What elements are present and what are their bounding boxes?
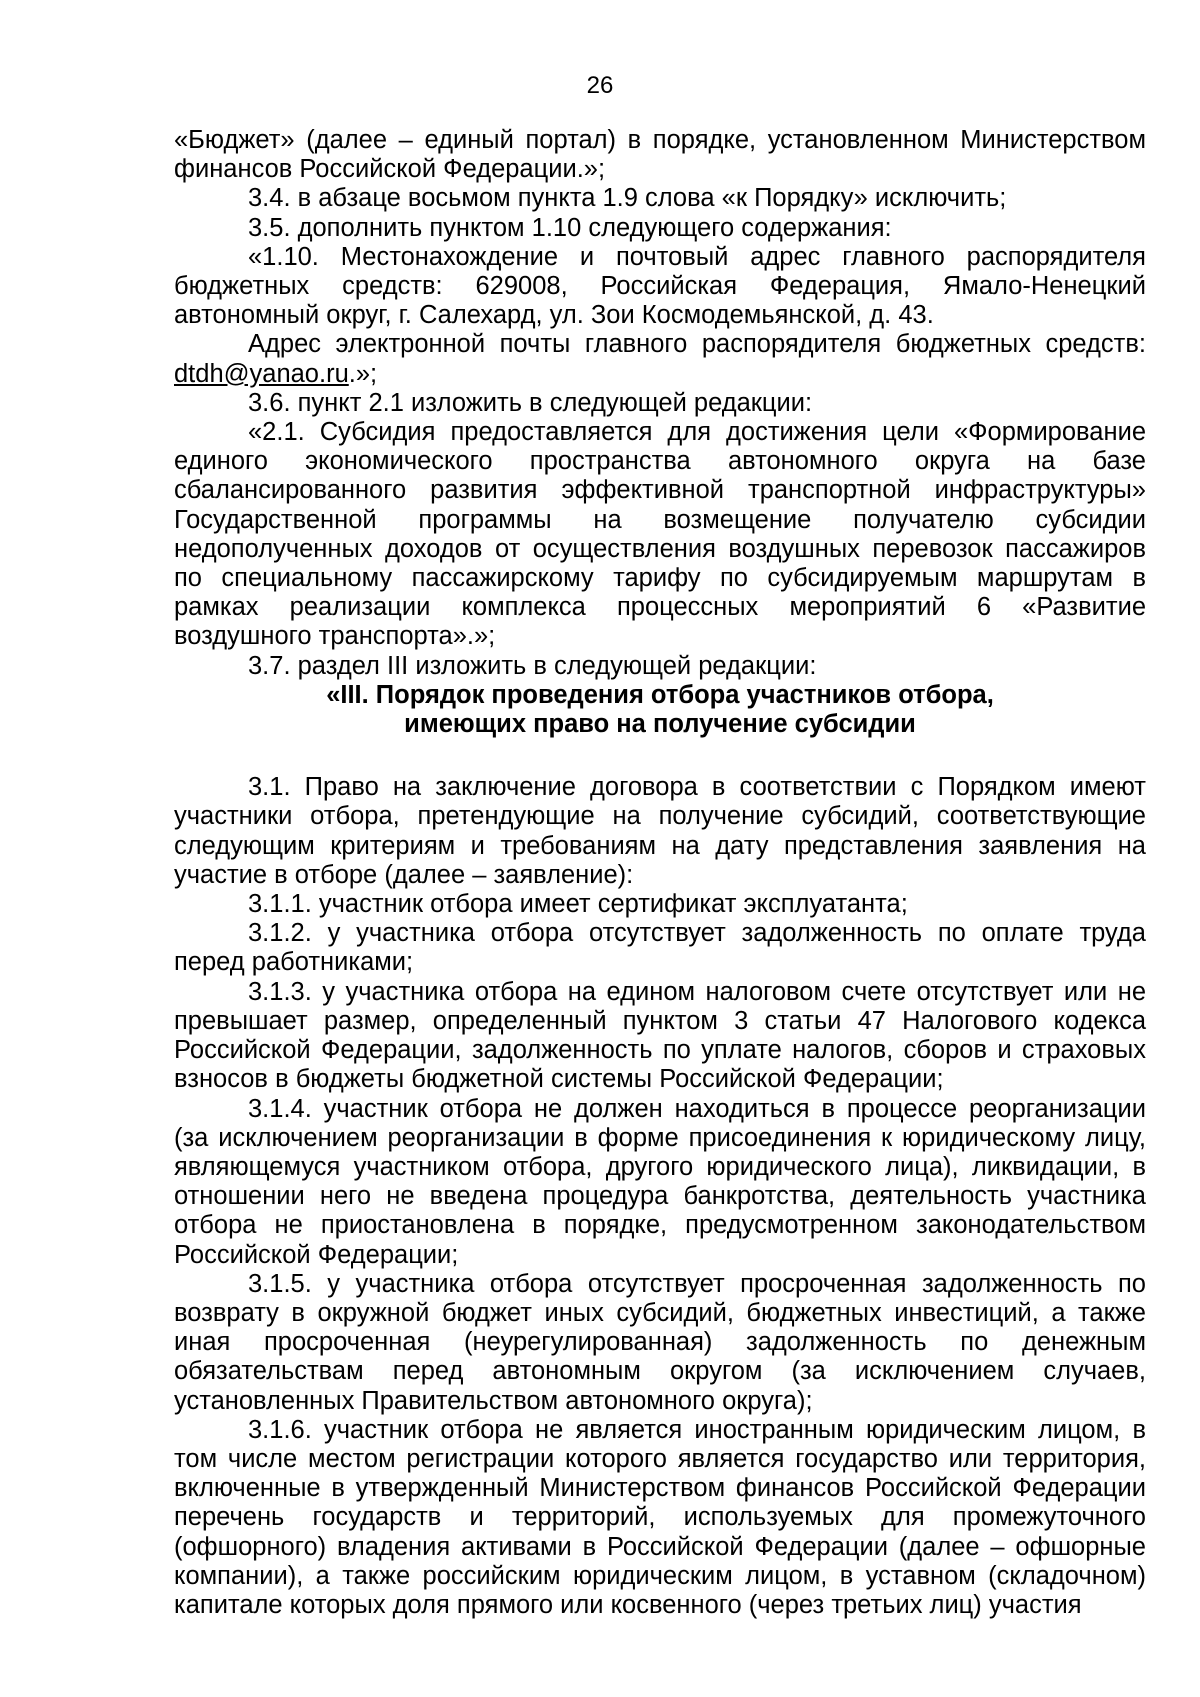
document-body: [174, 126, 1146, 1620]
paragraph-3-7: 3.7. раздел III изложить в следующей редакции:: [248, 651, 817, 680]
paragraph-3-1-2: 3.1.2. у участника отбора отсутствует задолженность по оплате труда перед работниками;: [174, 919, 1146, 977]
paragraph-3-1-3: 3.1.3. у участника отбора на едином налоговом счете отсутствует или не превышает размер, определенный пунктом 3 статьи 47 Налогового кодекса Российской Федерации, задолженность по уплате налогов, сборов и страховых взносов в бюджеты бюджетной системы Российской Федерации;: [174, 977, 1146, 1094]
paragraph-1-10: «1.10. Местонахождение и почтовый адрес главного распорядителя бюджетных средств: 629008, Российская Федерация, Ямало-Ненецкий автономный округ, г. Салехард, ул. Зои Космодемьянской, д. 43.: [174, 242, 1146, 330]
paragraph-email: [174, 330, 1146, 388]
email-link[interactable]: dtdh@yanao.ru: [174, 359, 349, 388]
page-number: 26: [586, 72, 614, 99]
paragraph-3-5: 3.5. дополнить пунктом 1.10 следующего содержания:: [248, 213, 892, 242]
heading-spacer: [174, 739, 1146, 773]
paragraph-3-1-1: 3.1.1. участник отбора имеет сертификат эксплуатанта;: [248, 890, 908, 919]
paragraph-3-1: 3.1. Право на заключение договора в соответствии с Порядком имеют участники отбора, претендующие на получение субсидий, соответствующие следующим критериям и требованиям на дату представления заявления на участие в отборе (далее – заявление):: [174, 773, 1146, 889]
paragraph-3-1-5: 3.1.5. у участника отбора отсутствует просроченная задолженность по возврату в окружной бюджет иных субсидий, бюджетных инвестиций, а также иная просроченная (неурегулированная) задолженность по денежным обязательствам перед автономным округом (за исключением случаев, установленных Правительством автономного округа);: [174, 1269, 1146, 1415]
email-tail: .»;: [348, 359, 378, 388]
paragraph-3-6: 3.6. пункт 2.1 изложить в следующей редакции:: [248, 388, 813, 417]
email-label: Адрес электронной почты главного распорядителя бюджетных средств:: [248, 330, 1146, 359]
section-heading-line-1: «III. Порядок проведения отбора участников отбора,: [326, 680, 994, 709]
paragraph-budget-portal: «Бюджет» (далее – единый портал) в порядке, установленном Министерством финансов Российской Федерации.»;: [174, 126, 1146, 184]
paragraph-3-1-6: 3.1.6. участник отбора не является иностранным юридическим лицом, в том числе местом регистрации которого является государство или территория, включенные в утвержденный Министерством финансов Российской Федерации перечень государств и территорий, используемых для промежуточного (офшорного) владения активами в Российской Федерации (далее – офшорные компании), а также российским юридическим лицом, в уставном (складочном) капитале которых доля прямого или косвенного (через третьих лиц) участия: [174, 1415, 1146, 1619]
paragraph-2-1: «2.1. Субсидия предоставляется для достижения цели «Формирование единого экономического пространства автономного округа на базе сбалансированного развития эффективной транспортной инфраструктуры» Государственной программы на возмещение получателю субсидии недополученных доходов от осуществления воздушных перевозок пассажиров по специальному пассажирскому тарифу по субсидируемым маршрутам в рамках реализации комплекса процессных мероприятий 6 «Развитие воздушного транспорта».»;: [174, 418, 1146, 651]
section-heading-line-2: имеющих право на получение субсидии: [404, 710, 916, 739]
paragraph-3-4: 3.4. в абзаце восьмом пункта 1.9 слова «к Порядку» исключить;: [248, 184, 1007, 213]
paragraph-3-1-4: 3.1.4. участник отбора не должен находиться в процессе реорганизации (за исключением реорганизации в форме присоединения к юридическому лицу, являющемуся участником отбора, другого юридического лица), ликвидации, в отношении него не введена процедура банкротства, деятельность участника отбора не приостановлена в порядке, предусмотренном законодательством Российской Федерации;: [174, 1094, 1146, 1269]
